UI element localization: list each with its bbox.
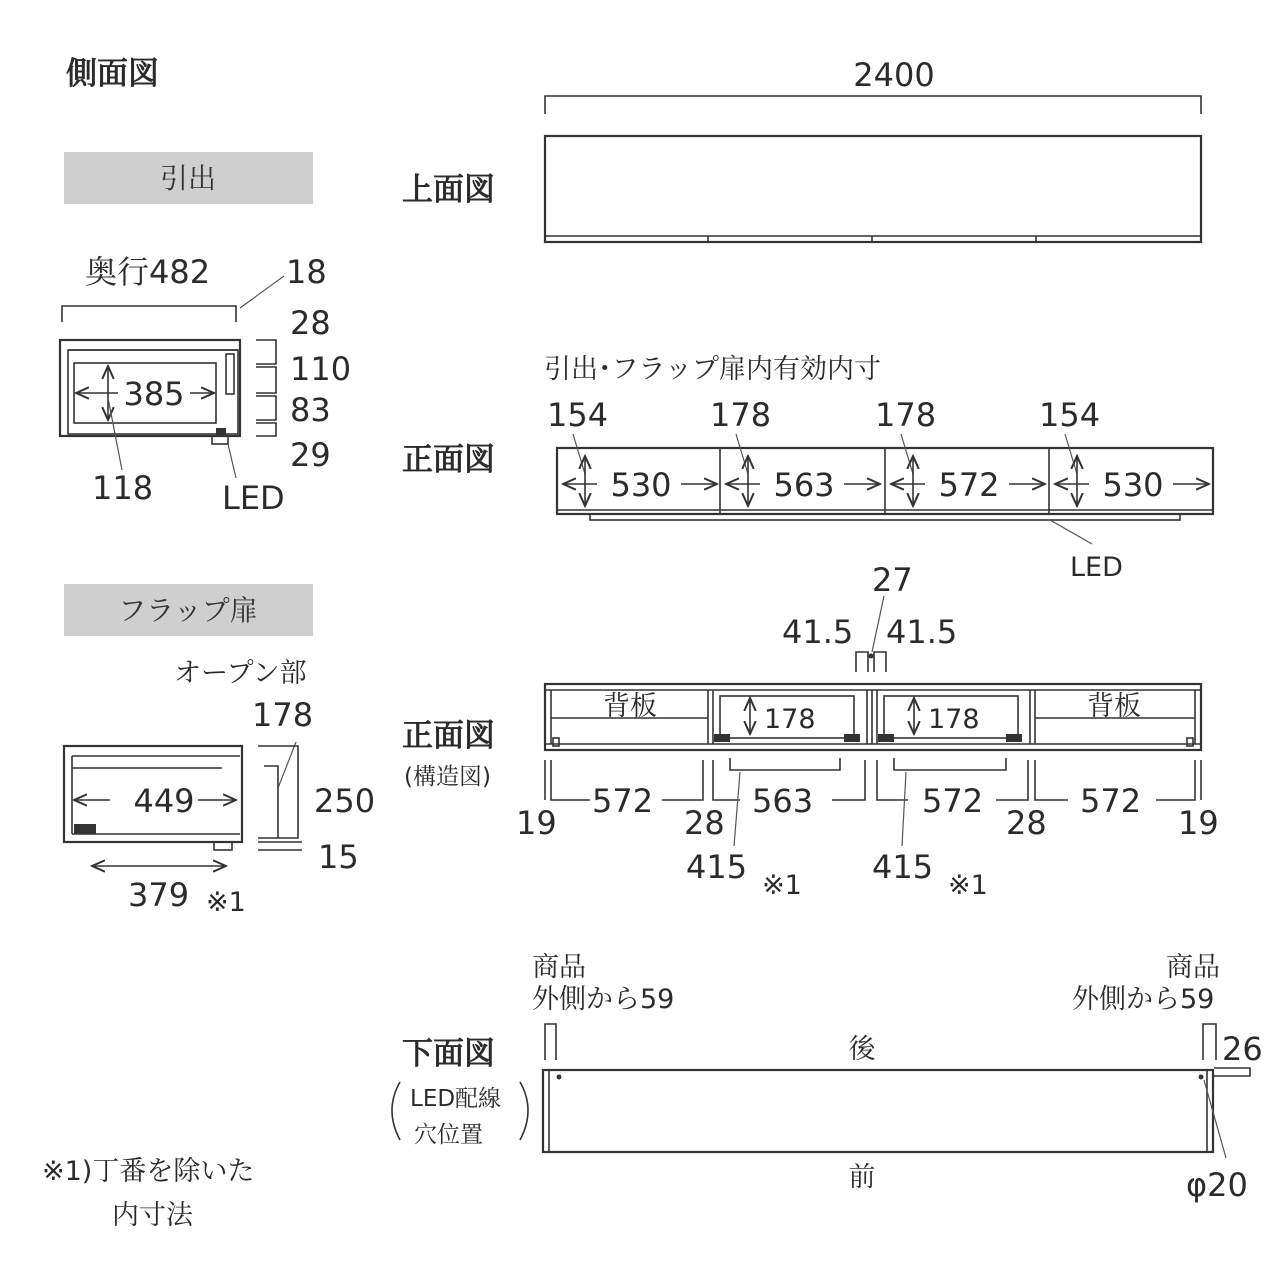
structure-back-panel-left: 背板 bbox=[603, 691, 657, 722]
structure-d563: 563 bbox=[752, 782, 814, 820]
drawer-banner-label: 引出 bbox=[159, 162, 217, 195]
front-cell-width-4: 530 bbox=[1102, 466, 1164, 504]
bottom-left-note1: 商品 bbox=[532, 952, 586, 983]
footnote-line1: ※1)丁番を除いた bbox=[42, 1156, 255, 1187]
front-cell-width-1: 530 bbox=[610, 466, 672, 504]
structure-d415-a: 415 bbox=[686, 848, 748, 886]
drawer-d83: 83 bbox=[290, 391, 331, 429]
structure-d572-a: 572 bbox=[592, 782, 654, 820]
footnote-line2: 内寸法 bbox=[112, 1200, 193, 1231]
bottom-left-note2: 外側から59 bbox=[532, 984, 675, 1015]
structure-d572-c: 572 bbox=[1080, 782, 1142, 820]
front-view-title: 正面図 bbox=[402, 442, 495, 478]
structure-d28-right: 28 bbox=[1006, 804, 1047, 842]
flap-d250: 250 bbox=[314, 782, 376, 820]
front-view-caption: 引出･フラップ扉内有効内寸 bbox=[544, 354, 881, 385]
front-view-led: LED bbox=[1070, 552, 1123, 583]
structure-d415-left: 41.5 bbox=[782, 613, 854, 651]
flap-d178: 178 bbox=[252, 696, 314, 734]
structure-note-a: ※1 bbox=[762, 870, 802, 901]
front-cell-width-3: 572 bbox=[938, 466, 1000, 504]
bottom-view-title: 下面図 bbox=[402, 1036, 495, 1072]
bottom-view-subtitle2: 穴位置 bbox=[414, 1122, 483, 1148]
front-cell-height-1: 154 bbox=[547, 396, 609, 434]
drawer-d29: 29 bbox=[290, 436, 331, 474]
drawer-led-label: LED bbox=[222, 479, 285, 517]
structure-d19-right: 19 bbox=[1178, 804, 1219, 842]
bottom-d26: 26 bbox=[1222, 1030, 1263, 1068]
side-view-title: 側面図 bbox=[66, 56, 159, 92]
structure-inner-h-left: 178 bbox=[764, 704, 816, 735]
bottom-right-note1: 商品 bbox=[1166, 952, 1220, 983]
structure-d27: 27 bbox=[872, 561, 913, 599]
structure-inner-h-right: 178 bbox=[928, 704, 980, 735]
front-view-cells bbox=[547, 396, 1209, 506]
drawer-inner-depth: 385 bbox=[123, 375, 185, 413]
front-cell-height-3: 178 bbox=[875, 396, 937, 434]
drawer-d18: 18 bbox=[286, 253, 327, 291]
drawer-inner-height: 118 bbox=[92, 469, 154, 507]
drawer-depth-label: 奥行482 bbox=[85, 253, 211, 291]
top-view-title: 上面図 bbox=[402, 172, 495, 208]
flap-banner-label: フラップ扉 bbox=[118, 594, 258, 627]
bottom-view-subtitle1: LED配線 bbox=[410, 1086, 502, 1112]
structure-d415-b: 415 bbox=[872, 848, 934, 886]
structure-d572-b: 572 bbox=[922, 782, 984, 820]
bottom-view-drawing bbox=[543, 1024, 1250, 1158]
top-view-width: 2400 bbox=[853, 56, 935, 94]
structure-note-b: ※1 bbox=[948, 870, 988, 901]
flap-d15: 15 bbox=[318, 838, 359, 876]
bottom-right-note2: 外側から59 bbox=[1072, 984, 1215, 1015]
structure-view-subtitle: (構造図) bbox=[404, 764, 491, 790]
structure-view-title: 正面図 bbox=[402, 718, 495, 754]
drawer-d28: 28 bbox=[290, 304, 331, 342]
front-cell-width-2: 563 bbox=[773, 466, 835, 504]
bottom-hole: φ20 bbox=[1186, 1166, 1248, 1204]
front-cell-height-2: 178 bbox=[710, 396, 772, 434]
flap-bottom-depth: 379 bbox=[128, 876, 190, 914]
flap-side-drawing bbox=[64, 658, 375, 918]
structure-back-panel-right: 背板 bbox=[1087, 691, 1141, 722]
structure-d28-left: 28 bbox=[684, 804, 725, 842]
structure-d19-left: 19 bbox=[516, 804, 557, 842]
drawer-side-drawing bbox=[60, 253, 351, 517]
flap-note-mark: ※1 bbox=[206, 887, 246, 918]
bottom-back-label: 後 bbox=[848, 1034, 876, 1065]
flap-open-part: オープン部 bbox=[174, 658, 307, 689]
structure-d415-right: 41.5 bbox=[886, 613, 958, 651]
drawer-d110: 110 bbox=[290, 350, 352, 388]
flap-inner-depth: 449 bbox=[133, 782, 195, 820]
front-cell-height-4: 154 bbox=[1039, 396, 1101, 434]
bottom-front-label: 前 bbox=[848, 1162, 876, 1193]
top-view-drawing bbox=[545, 136, 1201, 242]
